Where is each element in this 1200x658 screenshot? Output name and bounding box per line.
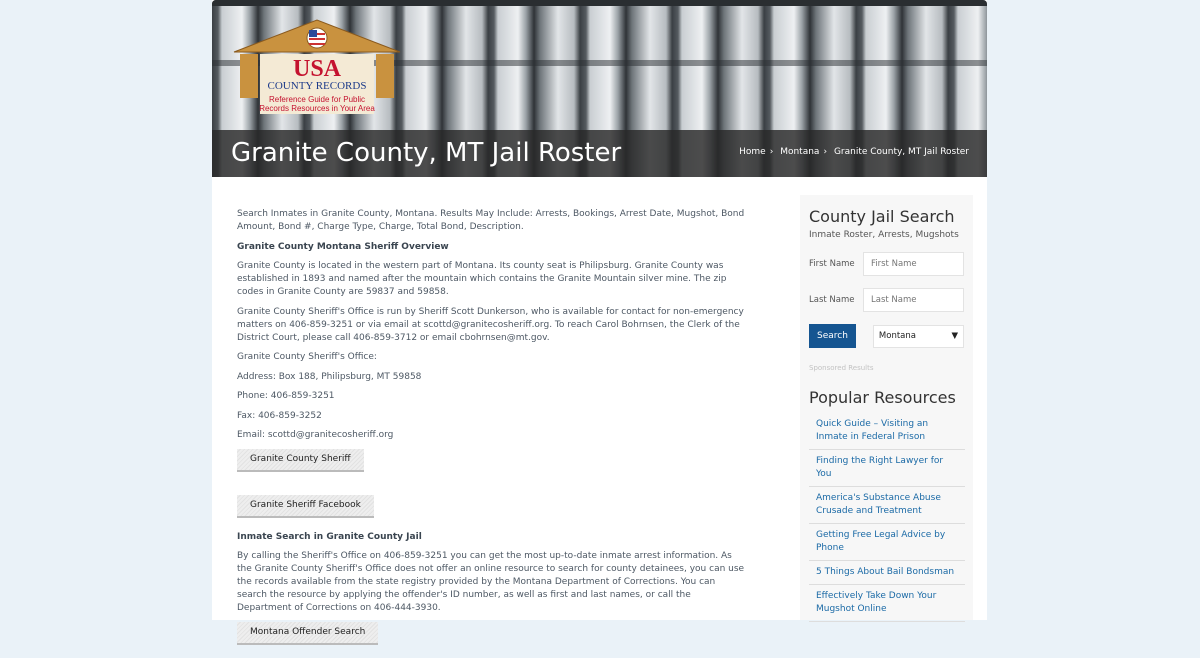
paragraph: By calling the Sheriff's Office on 406-859-3251 you can get the most up-to-date inmate arrest information. As the Granite County Sheriff's Office does not offer an online resource to search for county detainees, you can use the records available from the state registry provided by the Montana Department of Corrections. You can search the resource by applying the offender's ID number, as well as first and last names, or call the Department of Corrections on 406-444-3930. (237, 551, 745, 613)
email: Email: scottd@granitecosheriff.org (237, 430, 394, 440)
phone: Phone: 406-859-3251 (237, 391, 335, 401)
resource-link[interactable]: 5 Things About Bail Bondsman (809, 561, 965, 585)
main-content (237, 208, 747, 658)
shelf (212, 0, 987, 6)
svg-text:COUNTY RECORDS: COUNTY RECORDS (267, 80, 367, 92)
resource-link[interactable]: Effectively Take Down Your Mugshot Online (809, 585, 965, 622)
sidebar (800, 195, 973, 620)
breadcrumb (739, 147, 969, 157)
breadcrumb-home[interactable]: Home (739, 147, 766, 157)
fax: Fax: 406-859-3252 (237, 410, 322, 421)
resource-link[interactable]: Getting Free Legal Advice by Phone (809, 524, 965, 561)
state-value: Montana (878, 331, 916, 341)
resource-link[interactable]: Finding the Right Lawyer for You (809, 450, 965, 487)
office-label: Granite County Sheriff's Office: (237, 352, 377, 362)
title-bar (212, 130, 987, 177)
last-name-label: Last Name (809, 295, 855, 305)
site-logo[interactable] (230, 18, 404, 114)
intro-text: Search Inmates in Granite County, Montana. Results May Include: Arrests, Bookings, Arrest Date, Mugshot, Bond Amount, Bond #, Charge Type, Charge, Total Bond, Description. (237, 209, 745, 232)
chevron-right-icon: › (769, 147, 774, 157)
jail-search-subtitle: Inmate Roster, Arrests, Mugshots (809, 230, 959, 240)
first-name-input[interactable] (863, 252, 964, 276)
sponsored-label: Sponsored Results (809, 364, 874, 372)
svg-text:Reference Guide for Public: Reference Guide for Public (268, 95, 366, 104)
popular-resources-list (809, 413, 964, 622)
chevron-right-icon: › (823, 147, 828, 157)
page (212, 0, 987, 637)
paragraph: Granite County Sheriff's Office is run by Sheriff Scott Dunkerson, who is available for contact for non-emergency matters on 406-859-3251 or via email at scottd@granitecosheriff.org. To reach Carol Bohrnsen, the Clerk of the District Court, please call 406-859-3712 or email cbohrnsen@mt.gov. (237, 306, 744, 343)
granite-county-sheriff-button[interactable]: Granite County Sheriff (237, 449, 364, 472)
section-heading: Inmate Search in Granite County Jail (237, 531, 422, 542)
section-heading: Granite County Montana Sheriff Overview (237, 241, 449, 252)
jail-search-title: County Jail Search (809, 207, 955, 226)
paragraph: Granite County is located in the western part of Montana. Its county seat is Philipsburg. Granite County was established in 1893 and named after the mountain which contains the Granite Mountain silver mine. The zip codes in Granite County are 59837 and 59858. (237, 261, 727, 297)
svg-text:Records Resources in Your Area: Records Resources in Your Area (259, 104, 375, 113)
last-name-input[interactable] (863, 288, 964, 312)
breadcrumb-montana[interactable]: Montana (780, 147, 820, 157)
granite-sheriff-facebook-button[interactable]: Granite Sheriff Facebook (237, 495, 374, 518)
first-name-label: First Name (809, 259, 855, 269)
search-button[interactable]: Search (809, 324, 856, 348)
montana-offender-search-button[interactable]: Montana Offender Search (237, 622, 378, 645)
svg-text:USA: USA (292, 56, 342, 82)
header-banner (212, 0, 987, 177)
state-select[interactable] (873, 325, 964, 348)
breadcrumb-current: Granite County, MT Jail Roster (833, 147, 969, 157)
page-title: Granite County, MT Jail Roster (231, 138, 622, 168)
popular-resources-title: Popular Resources (809, 388, 956, 407)
address: Address: Box 188, Philipsburg, MT 59858 (237, 371, 422, 382)
resource-link[interactable]: Quick Guide – Visiting an Inmate in Federal Prison (809, 413, 965, 450)
resource-link[interactable]: America's Substance Abuse Crusade and Treatment (809, 487, 965, 524)
caret-down-icon: ▼ (951, 331, 958, 341)
